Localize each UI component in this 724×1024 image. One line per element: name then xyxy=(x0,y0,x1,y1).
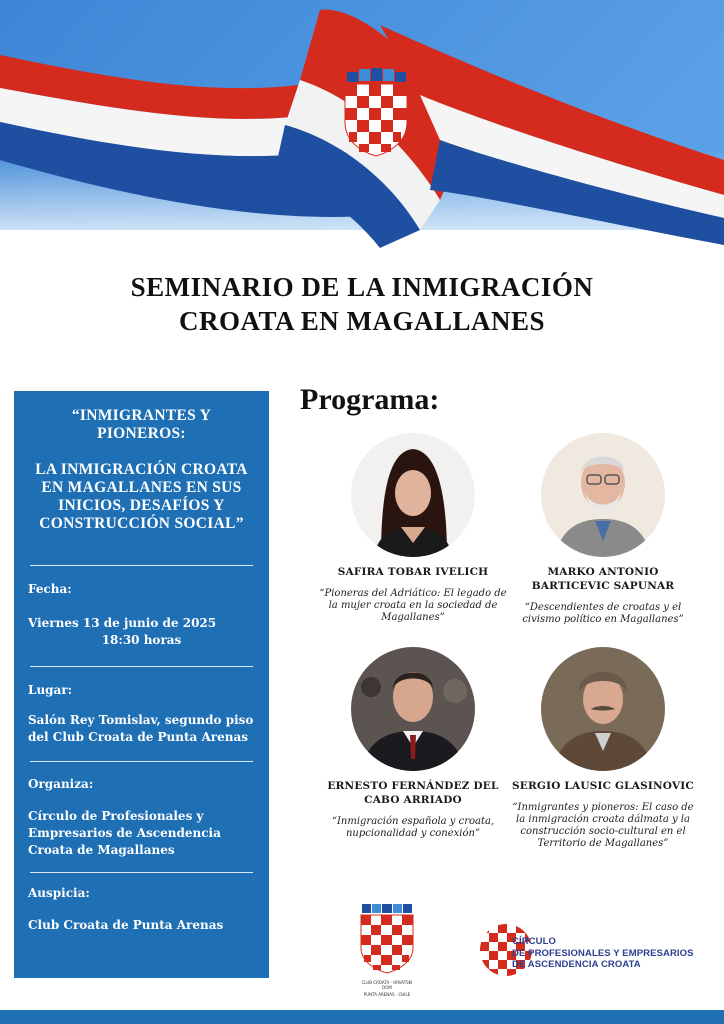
organiza-value: Círculo de Profesionales y Empresarios de Ascendencia Croata de Magallanes xyxy=(28,809,221,857)
circulo-logo xyxy=(478,920,708,980)
auspicia-label: Auspicia: xyxy=(28,886,90,900)
flag-ribbon-banner xyxy=(0,0,724,260)
speaker-talk-title: “Inmigrantes y pioneros: El caso de la inmigración croata dálmata y la construcción socio-cultural en el Territorio de Magallanes” xyxy=(512,802,694,849)
lugar-value: Salón Rey Tomislav, segundo piso del Club Croata de Punta Arenas xyxy=(28,713,254,744)
speaker-photo xyxy=(351,433,475,557)
speaker-talk-title: “Pioneras del Adriático: El legado de la mujer croata en la sociedad de Magallanes” xyxy=(319,588,507,623)
lugar-label: Lugar: xyxy=(28,683,73,697)
speaker-name: SAFIRA TOBAR IVELICH xyxy=(337,566,489,578)
speaker-name: MARKO ANTONIO BARTICEVIC SAPUNAR xyxy=(531,566,675,592)
speaker-talk-title: “Inmigración española y croata, nupcionalidad y conexión” xyxy=(331,816,495,839)
title-line-1: SEMINARIO DE LA INMIGRACIÓN xyxy=(130,272,594,302)
club-caption-line-1: CLUB CROATA - HRVATSKI DOM xyxy=(361,980,413,990)
speaker-name: ERNESTO FERNÁNDEZ DEL CABO ARRIADO xyxy=(327,780,499,806)
speaker-talk-title: “Descendientes de croatas y el civismo político en Magallanes” xyxy=(522,602,684,625)
info-panel xyxy=(14,391,269,978)
fecha-time: 18:30 horas xyxy=(101,633,182,647)
seminar-title xyxy=(0,270,724,338)
club-caption-line-2: PUNTA ARENAS - CHILE xyxy=(363,992,411,997)
quote-part-2: LA INMIGRACIÓN CROATA EN MAGALLANES EN SUS INICIOS, DESAFÍOS Y CONSTRUCCIÓN SOCIAL” xyxy=(35,461,248,532)
speaker-photo xyxy=(541,433,665,557)
speaker-card xyxy=(318,647,508,840)
circulo-line-3: DE ASCENDENCIA CROATA xyxy=(512,959,641,970)
circulo-name xyxy=(512,936,712,971)
footer-bar xyxy=(0,1010,724,1024)
speaker-card xyxy=(318,433,508,624)
fecha-date: Viernes 13 de junio de 2025 xyxy=(28,616,217,630)
circulo-line-2: DE PROFESIONALES Y EMPRESARIOS xyxy=(512,947,694,959)
speaker-photo xyxy=(351,647,475,771)
speaker-card xyxy=(508,433,698,626)
club-croata-logo xyxy=(358,904,416,997)
organiza-label: Organiza: xyxy=(28,777,94,791)
circulo-line-1: CÍRCULO xyxy=(512,936,556,947)
speaker-name: SERGIO LAUSIC GLASINOVIC xyxy=(512,780,694,792)
programa-heading: Programa: xyxy=(300,383,440,416)
speaker-photo xyxy=(541,647,665,771)
quote-part-1: “INMIGRANTES Y PIONEROS: xyxy=(71,407,212,442)
auspicia-value: Club Croata de Punta Arenas xyxy=(28,918,224,932)
title-line-2: CROATA EN MAGALLANES xyxy=(178,306,546,336)
speaker-card xyxy=(508,647,698,850)
seminar-theme-quote xyxy=(28,407,255,565)
coat-of-arms-icon xyxy=(360,904,414,974)
fecha-label: Fecha: xyxy=(28,582,72,596)
